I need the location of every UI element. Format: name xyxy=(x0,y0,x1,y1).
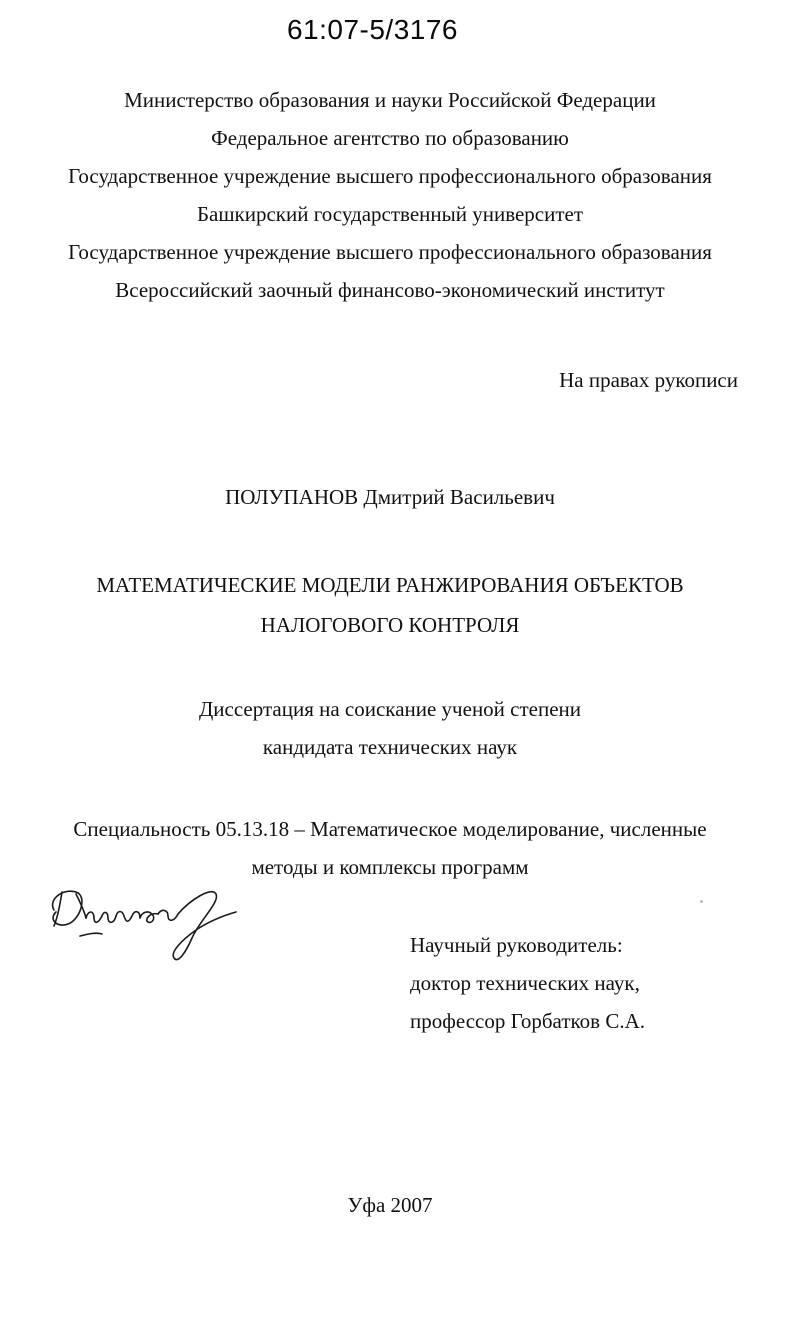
institution-agency: Федеральное агентство по образованию xyxy=(211,126,569,150)
supervisor-name: профессор Горбатков С.А. xyxy=(410,1009,645,1033)
degree-line-1: Диссертация на соискание ученой степени xyxy=(198,697,582,721)
thesis-title-line-2: НАЛОГОВОГО КОНТРОЛЯ xyxy=(260,613,520,637)
institution-state-1: Государственное учреждение высшего профессионального образования xyxy=(68,164,712,188)
degree-line-2: кандидата технических наук xyxy=(262,735,518,759)
institution-state-2: Государственное учреждение высшего профессионального образования xyxy=(68,240,712,264)
scan-speck xyxy=(700,900,703,903)
specialty-line-1: Специальность 05.13.18 – Математическое моделирование, численные xyxy=(73,817,707,841)
institution-ministry: Министерство образования и науки Российской Федерации xyxy=(124,88,656,112)
institution-vzfei: Всероссийский заочный финансово-экономический институт xyxy=(115,278,665,302)
city-year: Уфа 2007 xyxy=(347,1193,433,1217)
specialty-line-2: методы и комплексы программ xyxy=(251,855,529,879)
thesis-title-line-1: МАТЕМАТИЧЕСКИЕ МОДЕЛИ РАНЖИРОВАНИЯ ОБЪЕКТОВ xyxy=(96,573,684,597)
author-signature xyxy=(40,880,240,970)
registration-code: 61:07-5/3176 xyxy=(286,14,459,45)
institution-bashkir-university: Башкирский государственный университет xyxy=(196,202,584,226)
manuscript-note: На правах рукописи xyxy=(559,368,738,392)
supervisor-label: Научный руководитель: xyxy=(410,933,623,957)
author-name: ПОЛУПАНОВ Дмитрий Васильевич xyxy=(225,485,555,509)
supervisor-degree: доктор технических наук, xyxy=(410,971,640,995)
